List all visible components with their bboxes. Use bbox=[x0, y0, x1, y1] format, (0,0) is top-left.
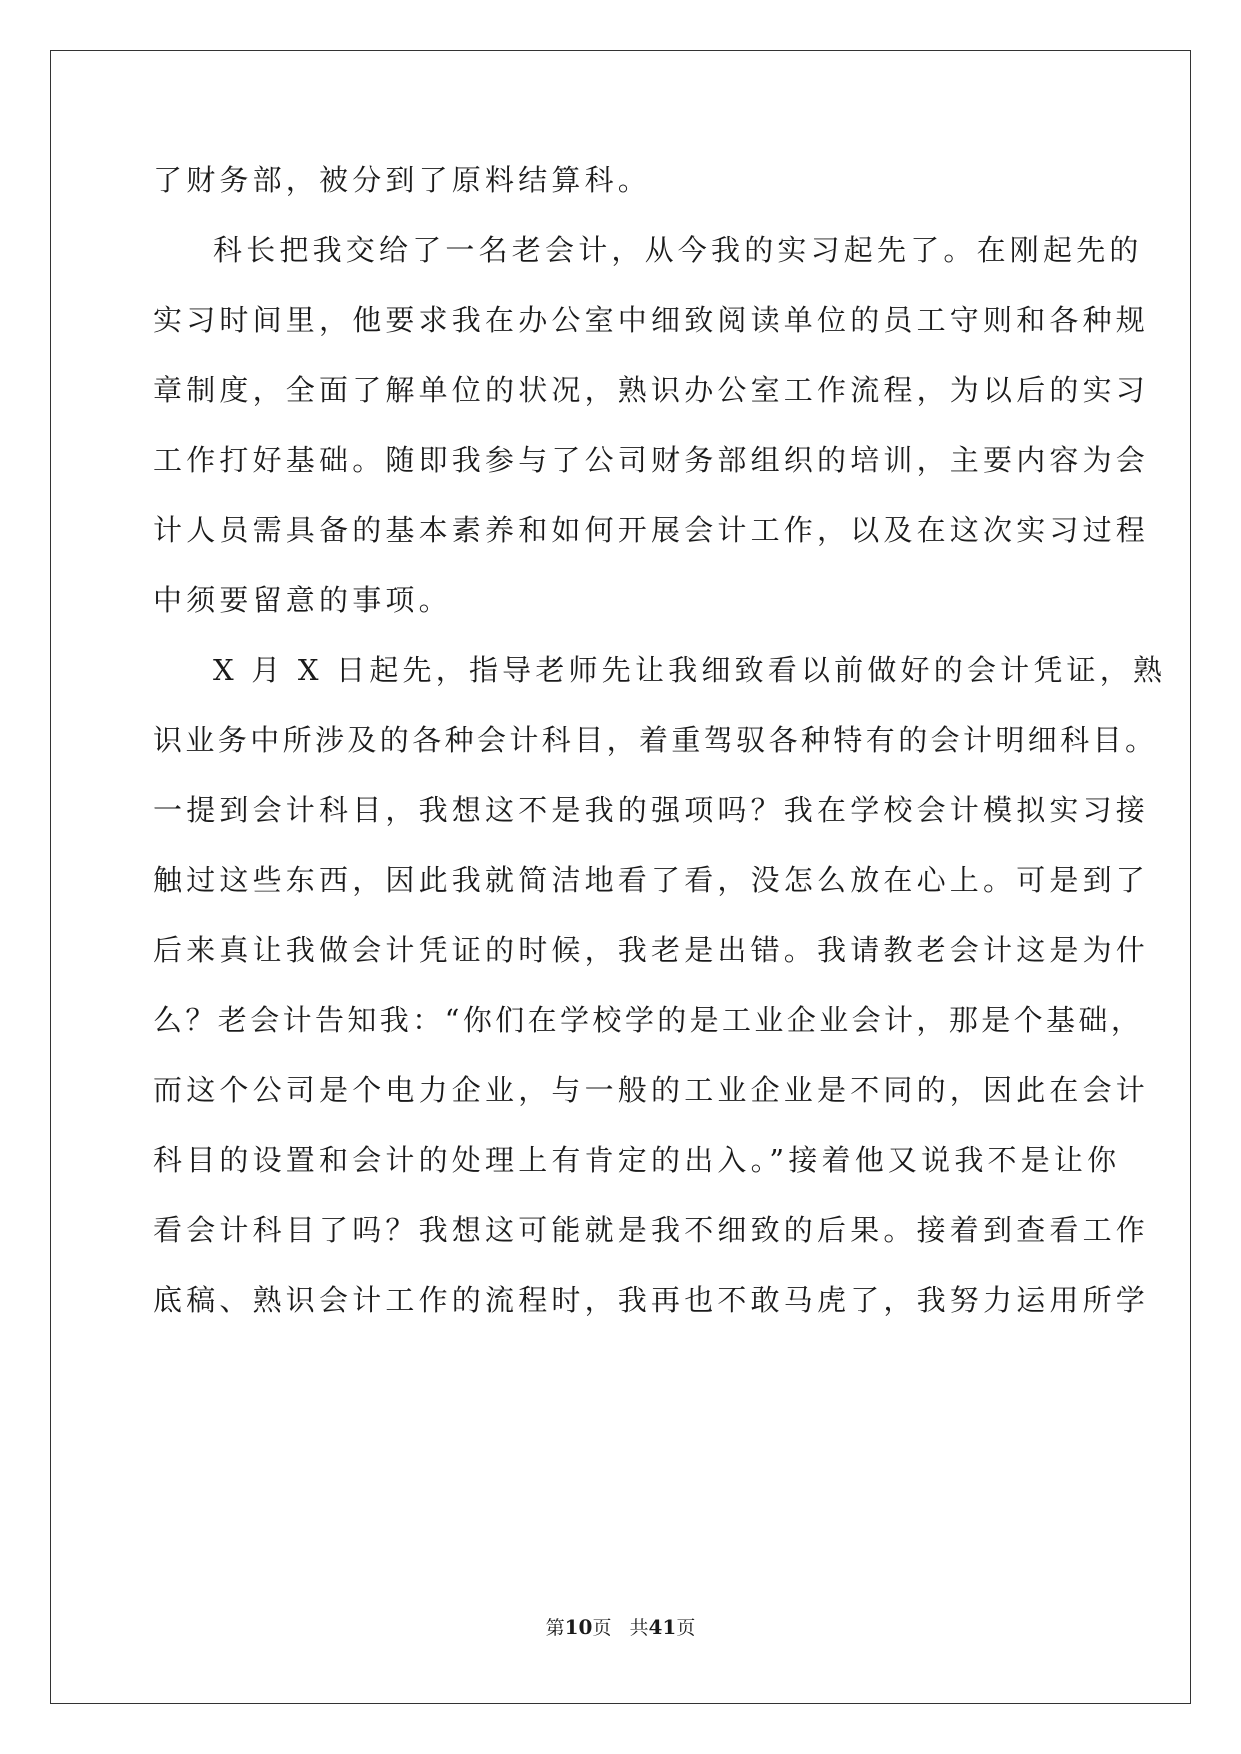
text-line: 实习时间里，他要求我在办公室中细致阅读单位的员工守则和各种规 bbox=[153, 303, 1150, 337]
text-line: 么？老会计告知我：“你们在学校学的是工业企业会计，那是个基础， bbox=[153, 1003, 1144, 1037]
text-line: 底稿、熟识会计工作的流程时，我再也不敢马虎了，我努力运用所学 bbox=[153, 1283, 1150, 1317]
page-label-suffix: 页 bbox=[592, 1617, 612, 1639]
text-line: 识业务中所涉及的各种会计科目，着重驾驭各种特有的会计明细科目。 bbox=[153, 723, 1158, 757]
total-label-suffix: 页 bbox=[676, 1617, 696, 1639]
page-label-prefix: 第 bbox=[545, 1617, 565, 1639]
text-line: 看会计科目了吗？我想这可能就是我不细致的后果。接着到查看工作 bbox=[153, 1213, 1150, 1247]
text-line: 而这个公司是个电力企业，与一般的工业企业是不同的，因此在会计 bbox=[153, 1073, 1150, 1107]
text-line: 章制度，全面了解单位的状况，熟识办公室工作流程，为以后的实习 bbox=[153, 373, 1150, 407]
text-line: 科目的设置和会计的处理上有肯定的出入。”接着他又说我不是让你 bbox=[153, 1143, 1121, 1177]
text-line: X 月 X 日起先，指导老师先让我细致看以前做好的会计凭证，熟 bbox=[213, 653, 1167, 687]
text-line: 后来真让我做会计凭证的时候，我老是出错。我请教老会计这是为什 bbox=[153, 933, 1150, 967]
text-line: 了财务部，被分到了原料结算科。 bbox=[153, 163, 652, 197]
text-line: 一提到会计科目，我想这不是我的强项吗？我在学校会计模拟实习接 bbox=[153, 793, 1150, 827]
text-line: 工作打好基础。随即我参与了公司财务部组织的培训，主要内容为会 bbox=[153, 443, 1150, 477]
text-line: 科长把我交给了一名老会计，从今我的实习起先了。在刚起先的 bbox=[213, 233, 1143, 267]
text-line: 计人员需具备的基本素养和如何开展会计工作，以及在这次实习过程 bbox=[153, 513, 1150, 547]
total-label-prefix: 共 bbox=[629, 1617, 649, 1639]
text-line: 触过这些东西，因此我就简洁地看了看，没怎么放在心上。可是到了 bbox=[153, 863, 1150, 897]
total-pages: 41 bbox=[648, 1615, 677, 1639]
page-number: 10 bbox=[564, 1615, 593, 1639]
text-line: 中须要留意的事项。 bbox=[153, 583, 452, 617]
page-footer bbox=[0, 1614, 1241, 1641]
